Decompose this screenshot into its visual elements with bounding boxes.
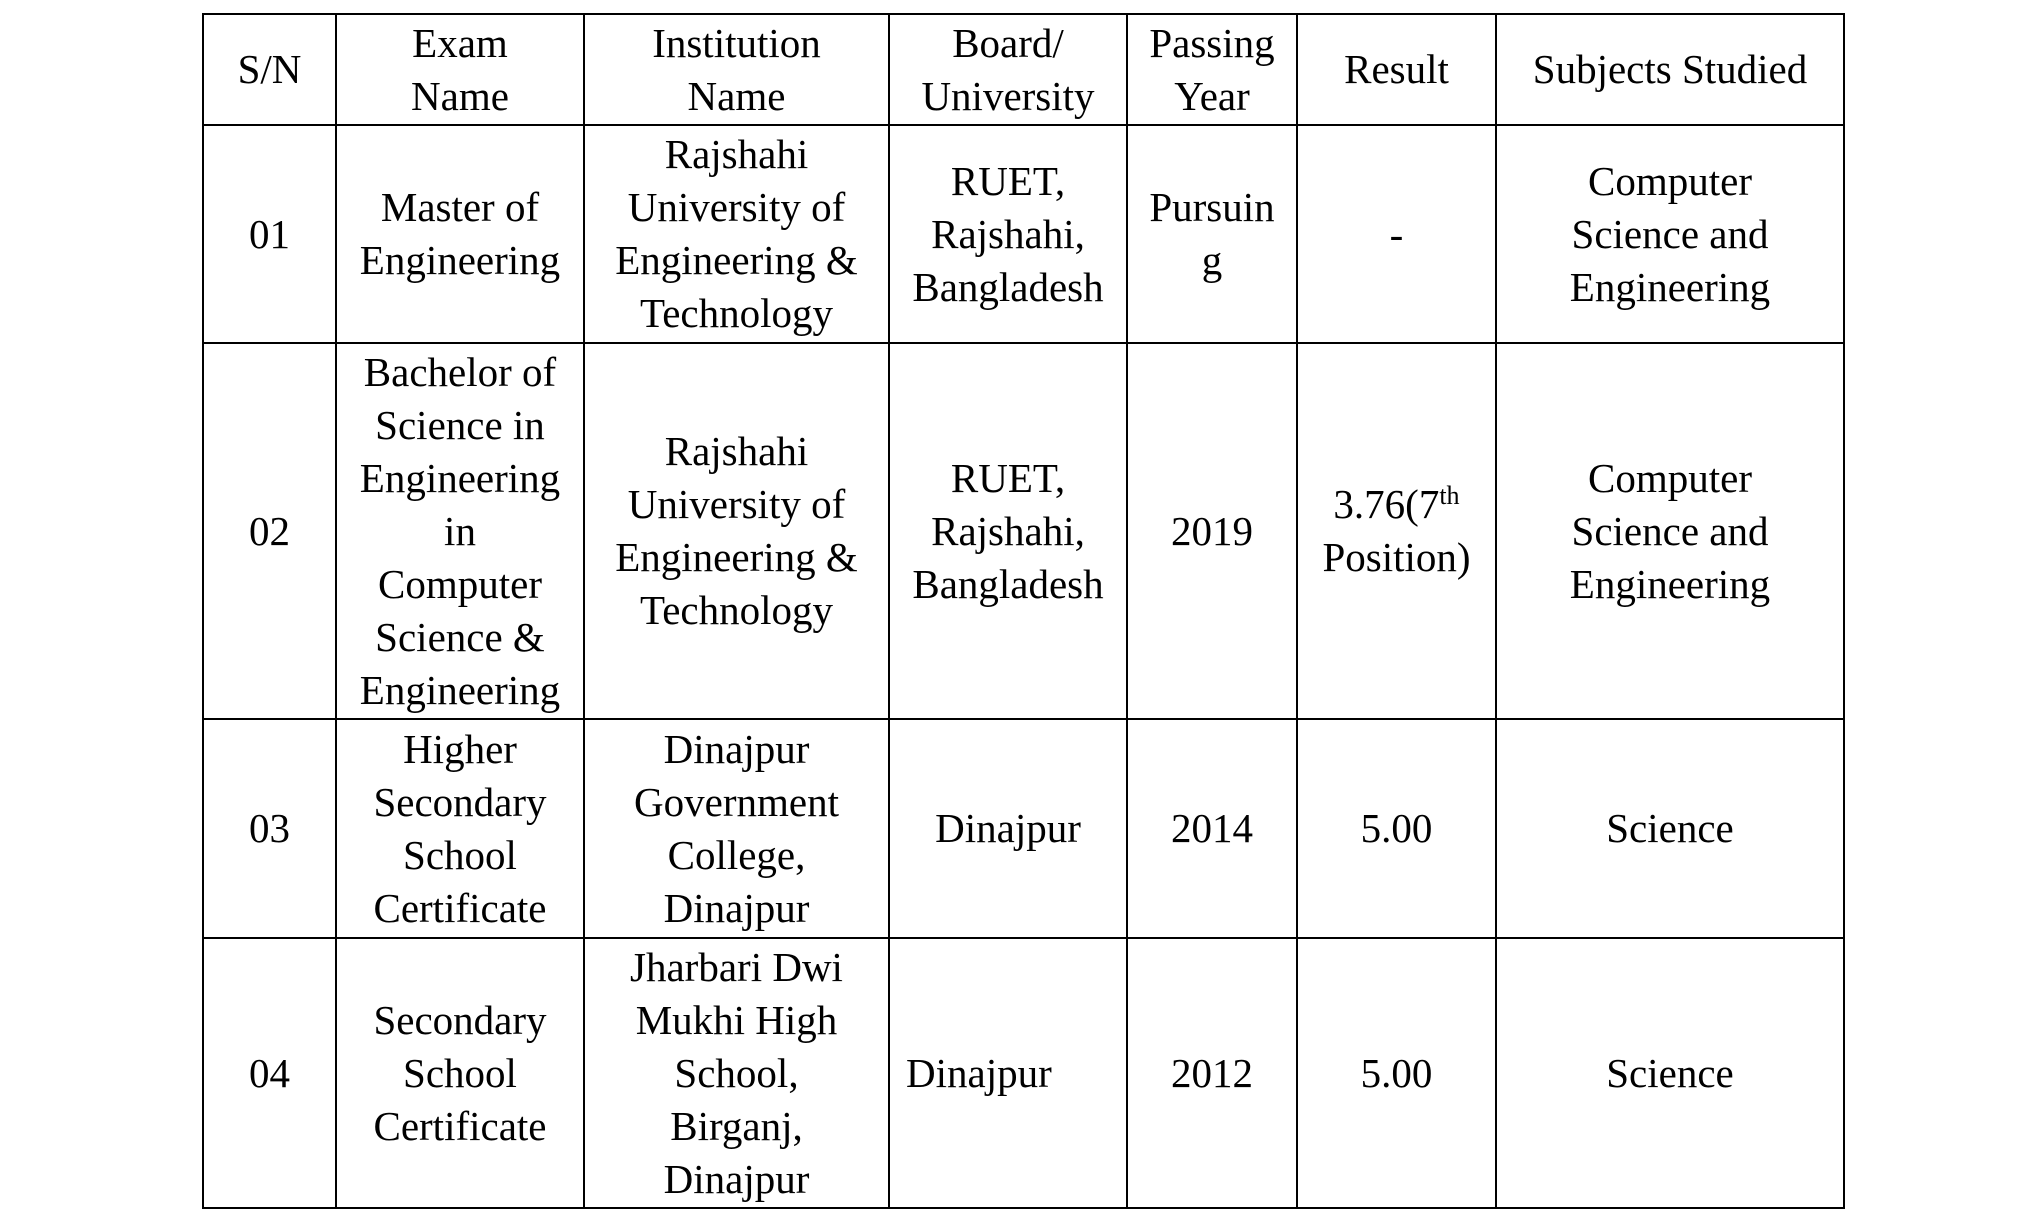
header-subjects-studied: Subjects Studied xyxy=(1496,14,1844,125)
cell-sn: 02 xyxy=(203,343,336,719)
header-exam-name: Exam Name xyxy=(336,14,584,125)
cell-sn: 03 xyxy=(203,719,336,938)
header-sn: S/N xyxy=(203,14,336,125)
ordinal-suffix: th xyxy=(1439,481,1460,510)
cell-institution-name: Rajshahi University of Engineering & Technology xyxy=(584,343,889,719)
cell-result: 5.00 xyxy=(1297,938,1496,1208)
result-value: 3.76(7 xyxy=(1333,481,1440,527)
result-position: Position) xyxy=(1322,534,1471,580)
header-institution-name: Institution Name xyxy=(584,14,889,125)
cell-subjects-studied: Computer Science and Engineering xyxy=(1496,343,1844,719)
table-row xyxy=(203,125,1844,343)
cell-result xyxy=(1297,343,1496,719)
cell-exam-name: Higher Secondary School Certificate xyxy=(336,719,584,938)
cell-subjects-studied: Science xyxy=(1496,938,1844,1208)
table-row xyxy=(203,719,1844,938)
header-board-university: Board/ University xyxy=(889,14,1127,125)
cell-institution-name: Dinajpur Government College, Dinajpur xyxy=(584,719,889,938)
cell-passing-year: 2014 xyxy=(1127,719,1297,938)
cell-subjects-studied: Science xyxy=(1496,719,1844,938)
education-table xyxy=(202,13,1845,1209)
cell-result: 5.00 xyxy=(1297,719,1496,938)
header-result: Result xyxy=(1297,14,1496,125)
cell-institution-name: Rajshahi University of Engineering & Technology xyxy=(584,125,889,343)
cell-exam-name: Bachelor of Science in Engineering in Computer Science & Engineering xyxy=(336,343,584,719)
cell-exam-name: Master of Engineering xyxy=(336,125,584,343)
cell-sn: 01 xyxy=(203,125,336,343)
table-row xyxy=(203,938,1844,1208)
header-passing-year: Passing Year xyxy=(1127,14,1297,125)
cell-subjects-studied: Computer Science and Engineering xyxy=(1496,125,1844,343)
cell-institution-name: Jharbari Dwi Mukhi High School, Birganj, Dinajpur xyxy=(584,938,889,1208)
cell-exam-name: Secondary School Certificate xyxy=(336,938,584,1208)
cell-board-university: Dinajpur xyxy=(889,719,1127,938)
table-row xyxy=(203,343,1844,719)
table-header-row xyxy=(203,14,1844,125)
cell-board-university: RUET, Rajshahi, Bangladesh xyxy=(889,343,1127,719)
cell-passing-year: 2019 xyxy=(1127,343,1297,719)
cell-result: - xyxy=(1297,125,1496,343)
cell-passing-year: 2012 xyxy=(1127,938,1297,1208)
cell-sn: 04 xyxy=(203,938,336,1208)
cell-board-university: Dinajpur xyxy=(889,938,1127,1208)
cell-board-university: RUET, Rajshahi, Bangladesh xyxy=(889,125,1127,343)
cell-passing-year: Pursuin g xyxy=(1127,125,1297,343)
